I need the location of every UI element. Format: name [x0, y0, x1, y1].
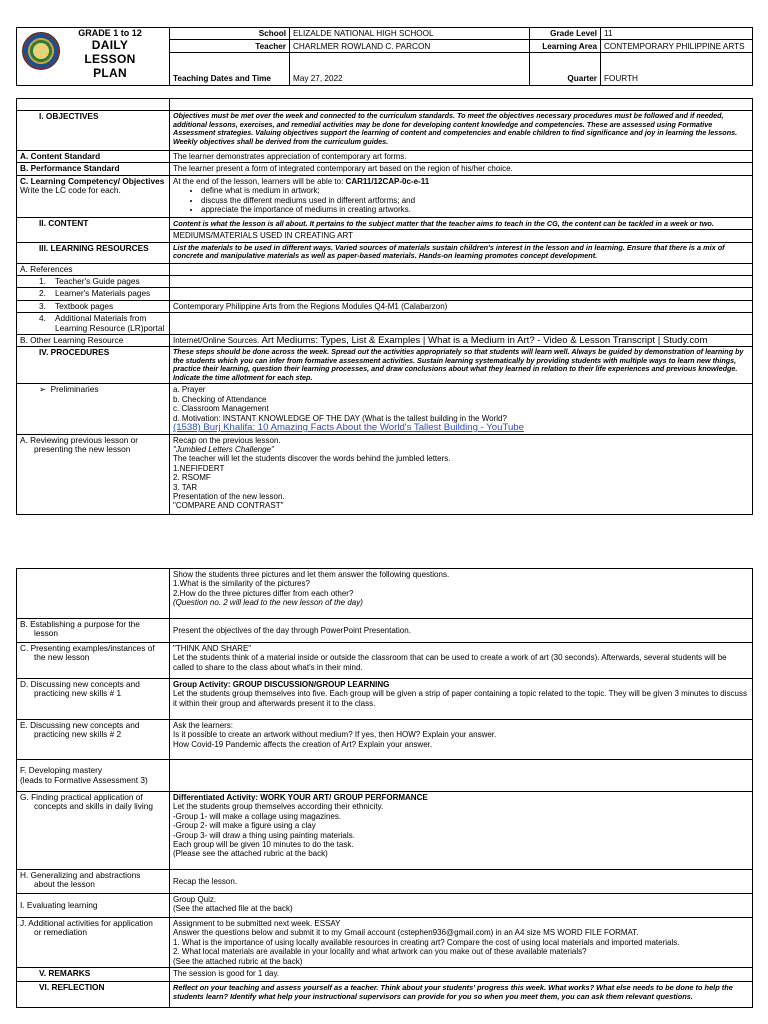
school-value: ELIZALDE NATIONAL HIGH SCHOOL: [290, 28, 530, 40]
list-item: b. Checking of Attendance: [173, 394, 267, 404]
review-label-cell: [17, 434, 170, 514]
title-plan: PLAN: [93, 66, 127, 80]
ref-item-learners-materials: 2. Learner's Materials pages: [17, 288, 170, 300]
generalizing-label-cell: H. Generalizing and abstractions about the lesson: [17, 870, 170, 894]
application-cell: [170, 792, 753, 870]
deped-seal-icon: [22, 32, 60, 70]
study-com-link[interactable]: Art Mediums: Types, List & Examples | What is a Medium in Art? - Video & Lesson Transcript | Study.com: [261, 335, 708, 347]
evaluating-cell: [170, 894, 753, 918]
performance-standard-text: The learner present a form of integrated contemporary art based on the region of his/her choice.: [170, 163, 753, 175]
review-label-2: presenting the new lesson: [34, 443, 131, 454]
other-resource-prefix: Internet/Online Sources.: [173, 336, 260, 346]
content-topic: MEDIUMS/MATERIALS USED IN CREATING ART: [170, 230, 753, 242]
competency-list: [173, 186, 749, 214]
discussing-2-cell: [170, 720, 753, 760]
additional-activities-cell: [170, 918, 753, 968]
reflection-label: VI. REFLECTION: [17, 982, 170, 1008]
list-item: "Jumbled Letters Challenge": [173, 444, 274, 454]
list-item: "COMPARE AND CONTRAST": [173, 501, 284, 511]
dates-value: May 27, 2022: [290, 53, 530, 86]
competency-cell: [170, 175, 753, 217]
list-item: Let the students think of a material inside or outside the classroom that can be used to create a work of art (30 seconds). Afterwards, several students will be called to share to the class about what's in their mind.: [173, 653, 727, 672]
list-item: -Group 3- will draw a thing using painting materials.: [173, 830, 355, 840]
list-item: Let the students group themselves according their ethnicity.: [173, 802, 384, 812]
list-item: • appreciate the importance of mediums in creating artworks.: [201, 205, 749, 214]
list-item: 2. RSOMF: [173, 473, 211, 483]
list-item: 1. What is the importance of using locally available resources in creating art? Compare the cost of using local materials and imported materials.: [173, 937, 680, 947]
list-item: Answer the questions below and submit it to my Gmail account (cstephen936@gmail.com) in an A4 size MS WORD FILE FORMAT.: [173, 928, 639, 938]
header-table: [16, 27, 753, 86]
grade-range: GRADE 1 to 12: [78, 28, 142, 38]
list-item: 1.What is the similarity of the pictures?: [173, 579, 310, 589]
competency-intro: At the end of the lesson, learners will be able to:: [173, 176, 346, 186]
title-lesson: LESSON: [84, 52, 136, 66]
teacher-label: Teacher: [170, 40, 290, 53]
content-standard-label: A. Content Standard: [17, 151, 170, 163]
ref-value: [170, 276, 753, 288]
review-cell: [170, 434, 753, 514]
activity-title: Group Activity: GROUP DISCUSSION/GROUP LEARNING: [173, 680, 390, 689]
list-item: The teacher will let the students discover the words behind the jumbled letters.: [173, 454, 451, 464]
quarter-label: Quarter: [530, 53, 601, 86]
arrow-icon: ➢: [39, 384, 51, 395]
ref-item-textbook: 3. Textbook pages: [17, 300, 170, 312]
purpose-label-cell: B. Establishing a purpose for the lesson: [17, 619, 170, 643]
content-text: Content is what the lesson is all about. It pertains to the subject matter that the teacher aims to teach in the CG, the content can be tackled in a week or two.: [170, 217, 753, 229]
list-item: Presentation of the new lesson.: [173, 491, 285, 501]
objectives-label: I. OBJECTIVES: [17, 111, 170, 151]
resources-text: List the materials to be used in different ways. Varied sources of materials sustain children's interest in the lesson and in learning. Ensure that there is a mix of concrete and manipulative materials as well as paper-based materials. Hands-on learning promotes concept development.: [170, 242, 753, 263]
procedures-label: IV. PROCEDURES: [17, 347, 170, 384]
competency-code: CAR11/12CAP-0c-e-11: [345, 176, 430, 186]
list-item: c. Classroom Management: [173, 404, 269, 414]
references-label: A. References: [17, 263, 170, 275]
list-item: (Question no. 2 will lead to the new lesson of the day): [173, 598, 363, 608]
competency-sub: Write the LC code for each.: [20, 185, 121, 196]
examples-label-cell: C. Presenting examples/instances of the new lesson: [17, 643, 170, 679]
competency-label-cell: [17, 175, 170, 217]
competency-label: C. Learning Competency/ Objectives: [20, 175, 165, 186]
discussing-1-cell: [170, 679, 753, 720]
list-item: "THINK AND SHARE": [173, 644, 252, 653]
grade-level-value: 11: [601, 28, 753, 40]
compare-cell: [170, 569, 753, 619]
quarter-value: FOURTH: [601, 53, 753, 86]
school-label: School: [170, 28, 290, 40]
examples-cell: [170, 643, 753, 679]
list-item: 2. What local materials are available in your locality and what artwork can you make out of these available materials?: [173, 947, 587, 957]
list-item: How Covid-19 Pandemic affects the creation of Art? Explain your answer.: [173, 739, 433, 749]
mastery-label-cell: F. Developing mastery (leads to Formative Assessment 3): [17, 760, 170, 792]
list-item: • discuss the different mediums used in different artforms; and: [201, 196, 749, 205]
list-item: (Please see the attached rubric at the back): [173, 849, 328, 859]
reflection-text: Reflect on your teaching and assess yourself as a teacher. Think about your students' progress this week. What works? What else needs to be done to help the students learn? Identify what help your instructional supervisors can provide for you so when you meet them, you can ask them relevant questions.: [170, 982, 753, 1008]
list-item: • define what is medium in artwork;: [201, 186, 749, 195]
evaluating-label: I. Evaluating learning: [17, 894, 170, 918]
remarks-text: The session is good for 1 day.: [170, 968, 753, 982]
discussing-2-label-cell: E. Discussing new concepts and practicing new skills # 2: [17, 720, 170, 760]
list-item: d. Motivation: INSTANT KNOWLEDGE OF THE DAY (What is the tallest building in the World?: [173, 413, 507, 423]
activity-text: Let the students group themselves into five. Each group will be given a strip of paper containing a topic related to the topic. They will be given 3 minutes to discuss it within their group and afterwards present it to the class.: [173, 689, 747, 708]
preliminaries-label-cell: [17, 384, 170, 434]
list-item: Group Quiz.: [173, 895, 217, 904]
list-item: -Group 2- will make a figure using a clay: [173, 821, 316, 831]
preliminaries-cell: [170, 384, 753, 434]
additional-activities-label-cell: J. Additional activities for application or remediation: [17, 918, 170, 968]
list-item: (See the attached rubric at the back): [173, 956, 303, 966]
discussing-1-label-cell: D. Discussing new concepts and practicing new skills # 1: [17, 679, 170, 720]
dates-label: Teaching Dates and Time: [170, 53, 290, 86]
ref-item-additional: 4. Additional Materials from Learning Resource (LR)portal: [17, 313, 170, 335]
ref-value-textbook: Contemporary Philippine Arts from the Regions Modules Q4-M1 (Calabarzon): [170, 300, 753, 312]
review-label: A. Reviewing previous lesson or: [20, 434, 139, 445]
other-resource-cell: [170, 335, 753, 347]
list-item: 3. TAR: [173, 482, 198, 492]
title-daily: DAILY: [91, 38, 129, 52]
ref-item-teachers-guide: 1. Teacher's Guide pages: [17, 276, 170, 288]
learning-area-label: Learning Area: [530, 40, 601, 53]
list-item: Each group will be given 10 minutes to do the task.: [173, 840, 354, 850]
resources-label: III. LEARNING RESOURCES: [17, 242, 170, 263]
preliminaries-label: Preliminaries: [50, 384, 99, 395]
performance-standard-label: B. Performance Standard: [17, 163, 170, 175]
youtube-link[interactable]: (1538) Burj Khalifa: 10 Amazing Facts About the World's Tallest Building - YouTube: [173, 422, 524, 434]
list-item: Is it possible to create an artwork without medium? If yes, then HOW? Explain your answer.: [173, 730, 497, 740]
list-item: (See the attached file at the back): [173, 904, 293, 914]
remarks-label: V. REMARKS: [17, 968, 170, 982]
other-resource-label: B. Other Learning Resource: [17, 335, 170, 347]
list-item: Ask the learners:: [173, 721, 234, 730]
ref-value: [170, 288, 753, 300]
content-standard-text: The learner demonstrates appreciation of contemporary art forms.: [170, 151, 753, 163]
purpose-text: Present the objectives of the day through PowerPoint Presentation.: [170, 619, 753, 643]
list-item: Assignment to be submitted next week. ESSAY: [173, 919, 341, 928]
grade-level-label: Grade Level: [530, 28, 601, 40]
activity-title: Differentiated Activity: WORK YOUR ART/ GROUP PERFORMANCE: [173, 793, 428, 802]
generalizing-text: Recap the lesson.: [170, 870, 753, 894]
procedures-text: These steps should be done across the week. Spread out the activities appropriately so that students will learn well. Always be guided by demonstration of learning by the students which you can infer from formative assessment activities. Sustain learning systematically by providing students with multiple ways to learn new things, practice their learning, question their learning processes, and draw conclusions about what they learned in relation to their life experiences and previous knowledge. Indicate the time allotment for each step.: [170, 347, 753, 384]
objectives-text: Objectives must be met over the week and connected to the curriculum standards. To meet the objectives necessary procedures must be followed and if needed, additional lessons, exercises, and remedial activities may be done for developing content knowledge and competencies. These are assessed using Formative Assessment strategies. Valuing objectives support the learning of content and competencies and enable children to find significance and joy in learning the lessons. Weekly objectives shall be derived from the curriculum guides.: [170, 111, 753, 151]
dlp-title-block: [17, 28, 170, 86]
lesson-plan-table-page2: [16, 568, 753, 1008]
list-item: a. Prayer: [173, 385, 206, 395]
content-label: II. CONTENT: [17, 217, 170, 242]
application-label-cell: G. Finding practical application of concepts and skills in daily living: [17, 792, 170, 870]
list-item: Show the students three pictures and let them answer the following questions.: [173, 570, 450, 579]
teacher-value: CHARLMER ROWLAND C. PARCON: [290, 40, 530, 53]
list-item: -Group 1- will make a collage using magazines.: [173, 811, 342, 821]
dlp-title: [65, 28, 155, 80]
list-item: Recap on the previous lesson.: [173, 435, 281, 445]
learning-area-value: CONTEMPORARY PHILIPPINE ARTS: [601, 40, 753, 53]
list-item: 2.How do the three pictures differ from each other?: [173, 588, 354, 598]
lesson-plan-table-page1: [16, 98, 753, 515]
list-item: 1.NEFIFDERT: [173, 463, 225, 473]
